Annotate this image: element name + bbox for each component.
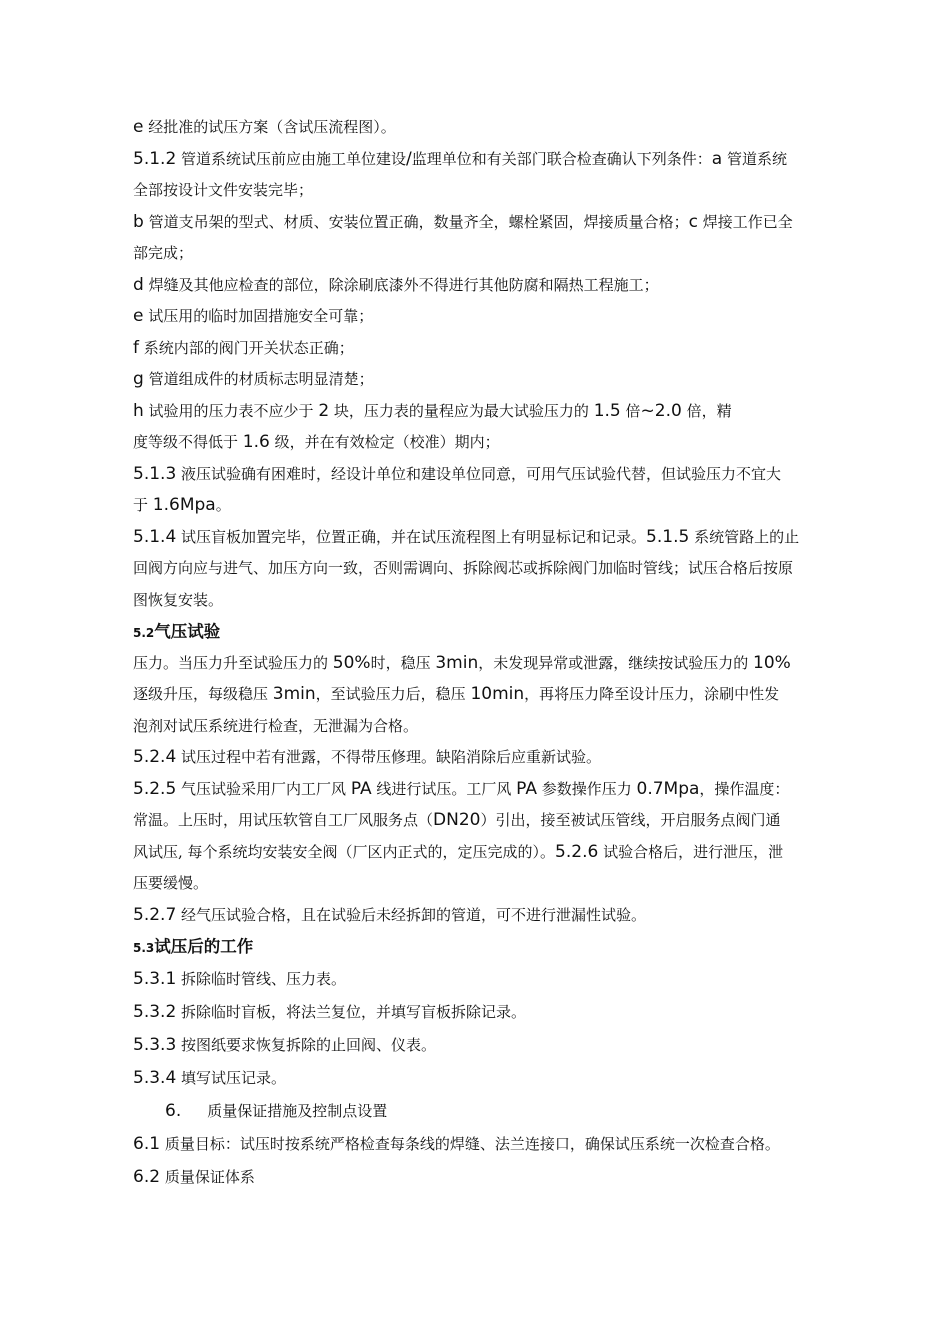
paragraph-line: 6.2 质量保证体系 <box>133 1166 255 1187</box>
paragraph-line: 部完成； <box>133 244 194 262</box>
paragraph-line: h 试验用的压力表不应少于 2 块，压力表的量程应为最大试验压力的 1.5 倍~2.0 倍，精 <box>133 400 732 421</box>
paragraph-line: d 焊缝及其他应检查的部位，除涂刷底漆外不得进行其他防腐和隔热工程施工； <box>133 274 659 295</box>
heading-number: 6. <box>165 1100 182 1121</box>
heading-title: 质量保证措施及控制点设置 <box>207 1101 388 1120</box>
paragraph-line: 度等级不得低于 1.6 级，并在有效检定（校准）期内； <box>133 432 500 452</box>
paragraph-line: 泡剂对试压系统进行检查，无泄漏为合格。 <box>133 716 419 735</box>
paragraph-line: b 管道支吊架的型式、材质、安装位置正确，数量齐全，螺栓紧固，焊接质量合格；c 焊接工作已全 <box>133 211 793 232</box>
section-5-2 <box>133 648 885 932</box>
paragraph-line: e 试压用的临时加固措施安全可靠； <box>133 306 374 326</box>
paragraph-line: f 系统内部的阀门开关状态正确； <box>133 337 354 358</box>
paragraph-line: 5.3.4 填写试压记录。 <box>133 1067 287 1088</box>
paragraph-line: 5.1.2 管道系统试压前应由施工单位建设/监理单位和有关部门联合检查确认下列条件：a 管道系统 <box>133 148 787 169</box>
paragraph-line: 5.3.3 按图纸要求恢复拆除的止回阀、仪表。 <box>133 1034 437 1055</box>
section-5-1 <box>133 112 885 616</box>
paragraph-line: 5.2.7 经气压试验合格，且在试验后未经拆卸的管道，可不进行泄漏性试验。 <box>133 904 647 925</box>
section-5-3 <box>133 963 885 1095</box>
paragraph-line: 图恢复安装。 <box>133 590 224 609</box>
paragraph-line: 5.2.4 试压过程中若有泄露，不得带压修理。缺陷消除后应重新试验。 <box>133 747 602 767</box>
document-page <box>133 112 885 1194</box>
paragraph-line: 5.2.5 气压试验采用厂内工厂风 PA 线进行试压。工厂风 PA 参数操作压力 0.7Mpa，操作温度： <box>133 778 790 799</box>
paragraph-line: 5.3.2 拆除临时盲板，将法兰复位，并填写盲板拆除记录。 <box>133 1001 527 1022</box>
section-heading-5-2 <box>133 616 885 648</box>
paragraph-line: 逐级升压，每级稳压 3min，至试验压力后，稳压 10min，再将压力降至设计压力，涂刷中性发 <box>133 684 780 704</box>
paragraph-line: 压力。当压力升至试验压力的 50%时，稳压 3min，未发现异常或泄露，继续按试验压力的 10% <box>133 652 791 673</box>
paragraph-line: 6.1 质量目标：试压时按系统严格检查每条线的焊缝、法兰连接口，确保试压系统一次检查合格。 <box>133 1133 780 1154</box>
heading-title: 试压后的工作 <box>154 937 254 956</box>
paragraph-line: 5.1.3 液压试验确有困难时，经设计单位和建设单位同意，可用气压试验代替，但试验压力不宜大 <box>133 463 782 484</box>
heading-number: 5.2 <box>133 626 155 640</box>
heading-title: 气压试验 <box>154 622 221 641</box>
paragraph-line: 5.1.4 试压盲板加置完毕，位置正确，并在试压流程图上有明显标记和记录。5.1.5 系统管路上的止 <box>133 526 800 547</box>
section-heading-5-3 <box>133 931 885 963</box>
paragraph-line: 风试压, 每个系统均安装安全阀（厂区内正式的，定压完成的）。5.2.6 试验合格后，进行泄压，泄 <box>133 841 784 862</box>
paragraph-line: 回阀方向应与进气、加压方向一致，否则需调向、拆除阀芯或拆除阀门加临时管线；试压合格后按原 <box>133 559 794 577</box>
paragraph-line: 全部按设计文件安装完毕； <box>133 181 314 199</box>
paragraph-line: 压要缓慢。 <box>133 874 209 892</box>
paragraph-line: g 管道组成件的材质标志明显清楚； <box>133 369 374 389</box>
paragraph-line: 5.3.1 拆除临时管线、压力表。 <box>133 968 347 989</box>
paragraph-line: 于 1.6Mpa。 <box>133 495 231 515</box>
paragraph-line: e 经批准的试压方案（含试压流程图）。 <box>133 117 396 137</box>
heading-number: 5.3 <box>133 941 155 955</box>
paragraph-line: 常温。上压时，用试压软管自工厂风服务点（DN20）引出，接至被试压管线，开启服务点阀门通 <box>133 810 781 830</box>
section-6 <box>133 1128 885 1194</box>
section-heading-6 <box>133 1095 885 1128</box>
